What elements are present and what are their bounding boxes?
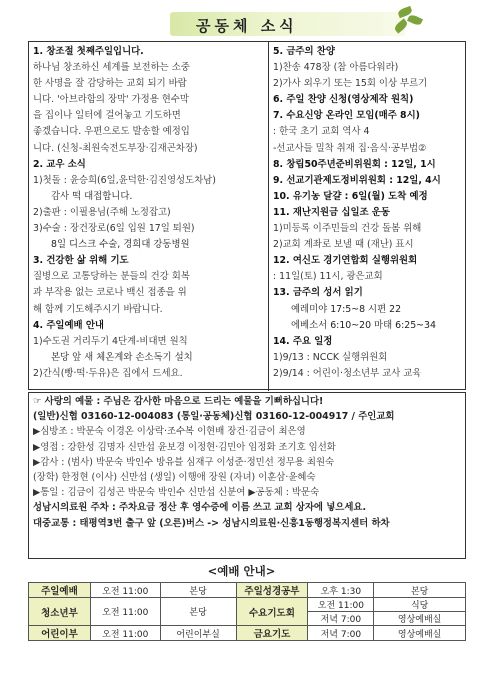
news-heading: 8. 창립50주년준비위원회 : 12일, 1시 — [273, 158, 436, 170]
right-news-column — [273, 44, 463, 382]
news-line: 3)수술 : 장건장로(6일 입원 17일 퇴원) — [33, 223, 195, 235]
service-place: 어린이부실 — [160, 626, 236, 641]
news-line: 해 함께 기도해주시기 바랍니다. — [33, 303, 163, 315]
news-line: 1)9/13 : NCCK 실행위원회 — [273, 351, 388, 363]
news-line: 1)미등록 이주민들의 건강 돌봄 위해 — [273, 223, 422, 235]
leaf-decoration-icon — [407, 13, 423, 26]
news-line: 하나님 창조하신 세계를 보전하는 소중 — [33, 62, 190, 74]
notice-line: ▶영접 : 강한성 김명자 신만섭 윤보경 이정현·김민아 임정화 조기호 임선화 — [33, 441, 336, 453]
notice-heading: ☞ 사랑의 예물 : 주님은 감사한 마음으로 드리는 예물을 기뻐하십니다! — [33, 396, 324, 407]
service-time: 오전 11:00 — [90, 626, 160, 641]
notice-heading: 성남시의료원 주차 : 주차요금 정산 후 영수증에 이름 쓰고 교회 상자에 넣으세요. — [33, 502, 367, 514]
service-place: 식당 — [374, 598, 466, 612]
service-place: 영상예배실 — [374, 626, 466, 641]
news-line: 예레미야 17:5~8 시편 22 — [291, 303, 402, 315]
news-line: 본당 앞 새 체온계와 손소독기 설치 — [51, 351, 193, 363]
news-line: 1)수도권 거리두기 4단계-비대면 원칙 — [33, 335, 188, 347]
news-line: 2)교회 계좌로 보낼 때 (재난) 표시 — [273, 239, 414, 251]
page-header — [0, 0, 483, 38]
service-time: 저녁 7:00 — [308, 626, 374, 641]
worship-schedule-table — [28, 582, 466, 641]
news-heading: 7. 수요신앙 온라인 모임(매주 8시) — [273, 110, 420, 122]
service-name: 주일예배 — [29, 583, 91, 598]
table-row — [29, 626, 466, 641]
news-heading: 2. 교우 소식 — [33, 158, 86, 170]
service-time: 오전 11:00 — [90, 583, 160, 598]
news-line: -선교사들 밀착 취재 집·음식·공부법② — [273, 142, 427, 154]
offering-notice-box — [28, 392, 466, 559]
notice-heading: 대중교통 : 태평역3번 출구 앞 (오른)버스 -> 성남시의료원·신흥1동행정복지센터 하차 — [33, 517, 390, 529]
news-line: 2)간식(빵·떡·두유)은 집에서 드세요. — [33, 367, 183, 379]
news-heading: 10. 유기농 달걀 : 6일(월) 도착 예정 — [273, 190, 428, 202]
news-line: 1)첫돌 : 윤승희(6일,윤덕한·김진영성도차남) — [33, 174, 216, 186]
notice-line: (장학) 한정현 (이사) 신만섭 (생일) 이행애 장원 (자녀) 이훈삼·윤혜숙 — [33, 471, 316, 483]
news-heading: 1. 창조절 첫째주일입니다. — [33, 46, 144, 57]
service-place: 영상예배실 — [374, 612, 466, 626]
news-line: 2)가사 외우기 또는 15회 이상 부르기 — [273, 78, 428, 90]
news-line: 과 부작용 없는 코로나 백신 접종을 위 — [33, 287, 187, 299]
news-heading: 11. 재난지원금 십일조 운동 — [273, 206, 390, 218]
news-heading: 6. 주일 찬양 신청(영상제작 원칙) — [273, 94, 414, 106]
news-line: : 11일(토) 11시, 광은교회 — [273, 271, 383, 283]
news-line: 에베소서 6:10~20 마태 6:25~34 — [291, 319, 436, 331]
service-name: 금요기도 — [236, 626, 308, 641]
notice-line: ▶심방조 : 박문숙 이경온 이상락·조수복 이현배 장건·김금이 최은영 — [33, 426, 306, 438]
service-time: 저녁 7:00 — [308, 612, 374, 626]
news-line: 감사 떡 대접합니다. — [51, 190, 133, 202]
news-heading: 4. 주일예배 안내 — [33, 319, 104, 331]
news-heading: 12. 여신도 경기연합회 실행위원회 — [273, 255, 418, 267]
news-line: 2)9/14 : 어린이·청소년부 교사 교육 — [273, 367, 422, 379]
service-time: 오전 11:00 — [308, 598, 374, 612]
service-name: 주일성경공부 — [236, 583, 308, 598]
news-line: 니다. '아브라함의 장막' 가정용 현수막 — [33, 94, 189, 106]
service-name: 청소년부 — [29, 598, 91, 626]
news-line: 질병으로 고통당하는 분들의 건강 회복 — [33, 271, 190, 283]
news-line: 1)찬송 478장 (참 아름다워라) — [273, 62, 399, 74]
service-place: 본당 — [160, 598, 236, 626]
news-line: 니다. (신청-최원숙전도부장·김재곤차장) — [33, 142, 198, 154]
news-heading: 13. 금주의 성서 읽기 — [273, 287, 363, 299]
table-row — [29, 598, 466, 612]
news-line: 한 사명을 잘 감당하는 교회 되기 바랍 — [33, 78, 187, 90]
table-row — [29, 583, 466, 598]
news-heading: 3. 건강한 삶 위해 기도 — [33, 255, 129, 267]
left-news-column — [33, 44, 265, 382]
news-line: 8일 디스크 수술, 경희대 강동병원 — [51, 239, 190, 251]
news-heading: 9. 선교기관제도정비위원회 : 12일, 4시 — [273, 174, 441, 186]
notice-line: ▶통일 : 김금이 김성곤 박문숙 박인수 신만섭 신분여 ▶공동체 : 박문숙 — [33, 487, 320, 499]
service-time: 오후 1:30 — [308, 583, 374, 598]
column-divider — [268, 42, 269, 391]
service-time: 오전 11:00 — [90, 598, 160, 626]
news-heading: 14. 주요 일정 — [273, 335, 333, 347]
notice-heading: (일반)신협 03160-12-004083 (통일·공동체)신협 03160-12-004917 / 주인교회 — [33, 411, 395, 423]
service-name: 어린이부 — [29, 626, 91, 641]
news-line: 2)출판 : 이필용님(주해 노정잡고) — [33, 206, 171, 218]
news-line: 을 집이나 일터에 걸어놓고 기도하면 — [33, 110, 181, 122]
service-place: 본당 — [374, 583, 466, 598]
news-heading: 5. 금주의 찬양 — [273, 46, 335, 57]
service-place: 본당 — [160, 583, 236, 598]
notice-line: ▶감사 : (범사) 박문숙 박인수 방유블 심재구 이성준·정민선 정무용 최원숙 — [33, 456, 335, 468]
service-name: 수요기도회 — [236, 598, 308, 626]
news-line: : 한국 초기 교회 역사 4 — [273, 126, 370, 138]
news-line: 좋겠습니다. 우편으로도 발송할 예정입 — [33, 126, 190, 138]
worship-schedule-title: <예배 안내> — [207, 564, 276, 578]
page-title: 공동체 소식 — [196, 17, 298, 35]
news-box — [28, 41, 466, 390]
